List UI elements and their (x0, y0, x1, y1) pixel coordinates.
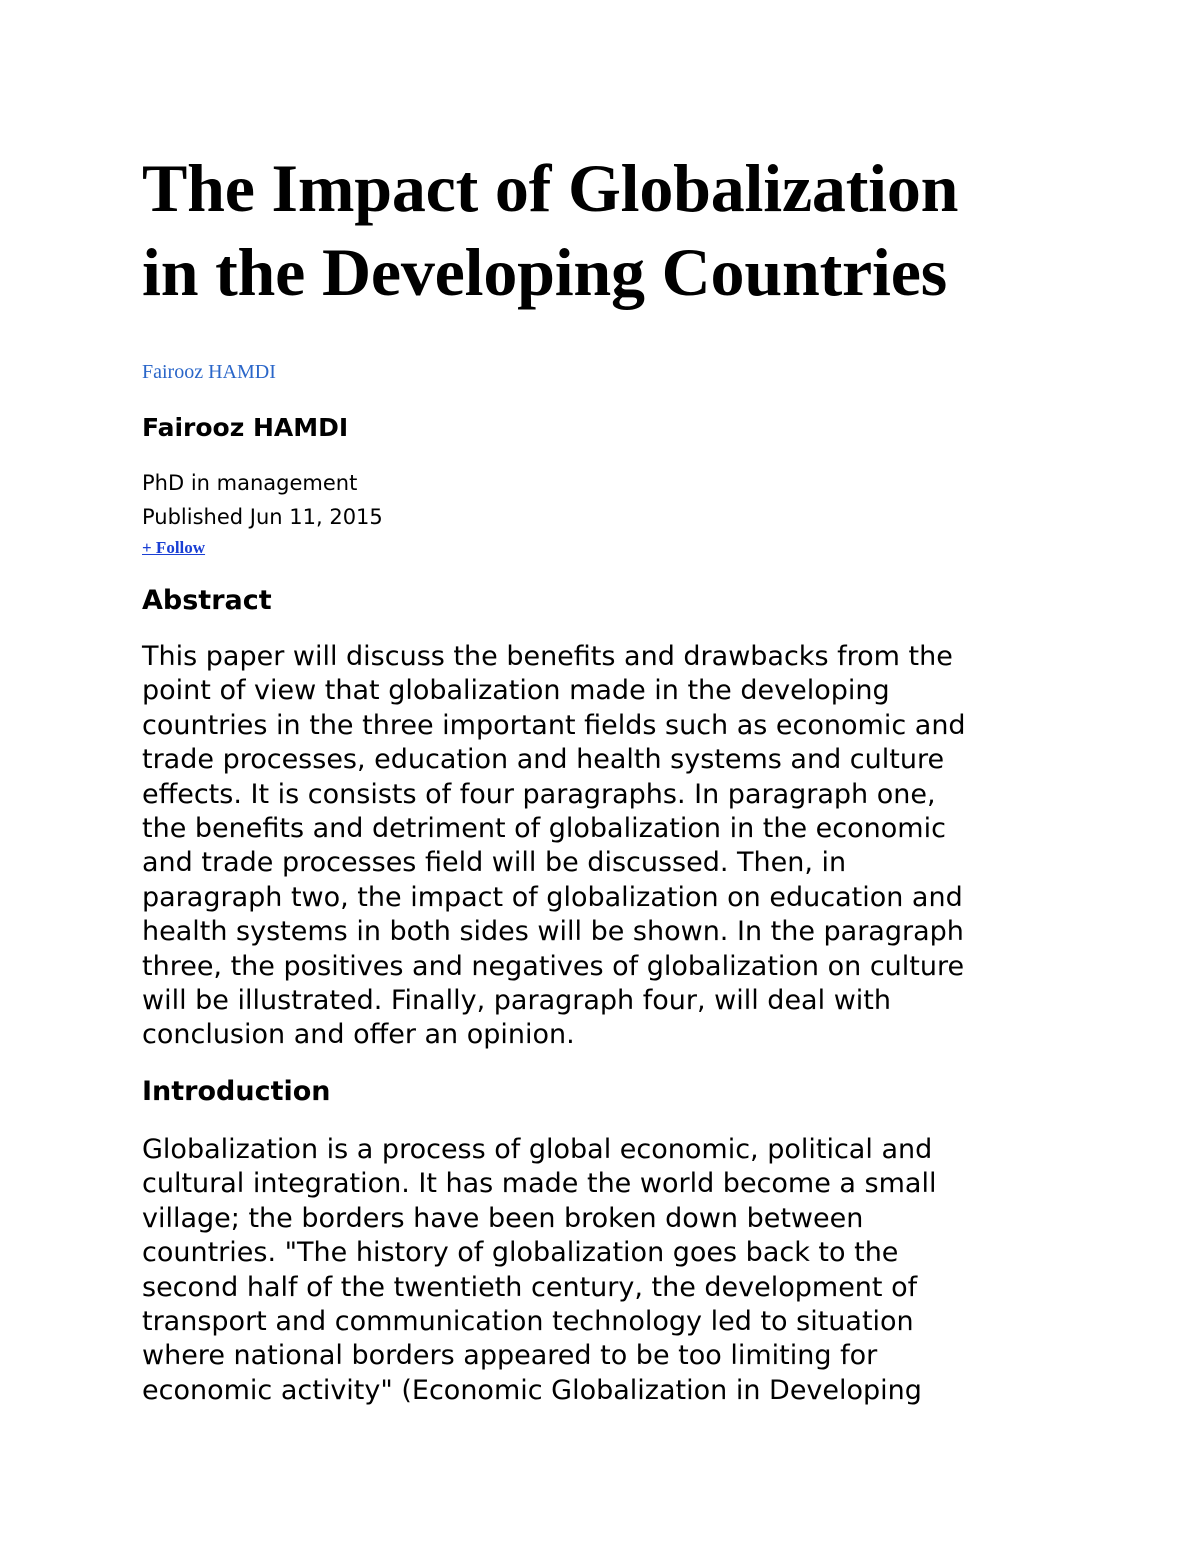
text-line: village; the borders have been broken down between (142, 1202, 864, 1234)
text-line: effects. It is consists of four paragraphs. In paragraph one, (142, 778, 936, 810)
abstract-paragraph (142, 640, 1052, 1053)
text-line: and trade processes field will be discussed. Then, in (142, 847, 847, 879)
text-line: trade processes, education and health systems and culture (142, 744, 945, 776)
author-name: Fairooz HAMDI (142, 413, 349, 442)
abstract-heading: Abstract (142, 585, 272, 616)
text-line: Globalization is a process of global economic, political and (142, 1134, 933, 1165)
text-line: where national borders appeared to be too limiting for (142, 1340, 878, 1372)
text-line: paragraph two, the impact of globalization on education and (142, 881, 963, 913)
author-role: PhD in management (142, 471, 358, 495)
text-line: three, the positives and negatives of globalization on culture (142, 950, 965, 982)
text-line: will be illustrated. Finally, paragraph four, will deal with (142, 985, 891, 1017)
text-line: point of view that globalization made in the developing (142, 675, 890, 707)
introduction-paragraph (142, 1133, 1052, 1408)
text-line: the benefits and detriment of globalization in the economic (142, 813, 946, 845)
text-line: This paper will discuss the benefits and drawbacks from the (142, 641, 953, 672)
introduction-heading: Introduction (142, 1076, 331, 1107)
title-line: in the Developing Countries (142, 234, 947, 310)
article-title (142, 146, 1052, 314)
text-line: second half of the twentieth century, the development of (142, 1271, 918, 1303)
published-date: Published Jun 11, 2015 (142, 505, 383, 529)
text-line: health systems in both sides will be shown. In the paragraph (142, 916, 964, 948)
author-link[interactable]: Fairooz HAMDI (142, 361, 276, 383)
text-line: economic activity" (Economic Globalization in Developing (142, 1374, 922, 1406)
text-line: conclusion and offer an opinion. (142, 1019, 575, 1051)
text-line: countries in the three important fields such as economic and (142, 709, 966, 741)
follow-button[interactable]: + Follow (142, 538, 206, 557)
title-line: The Impact of Globalization (142, 150, 959, 226)
text-line: cultural integration. It has made the world become a small (142, 1168, 937, 1200)
text-line: countries. "The history of globalization goes back to the (142, 1237, 899, 1269)
text-line: transport and communication technology led to situation (142, 1306, 914, 1338)
